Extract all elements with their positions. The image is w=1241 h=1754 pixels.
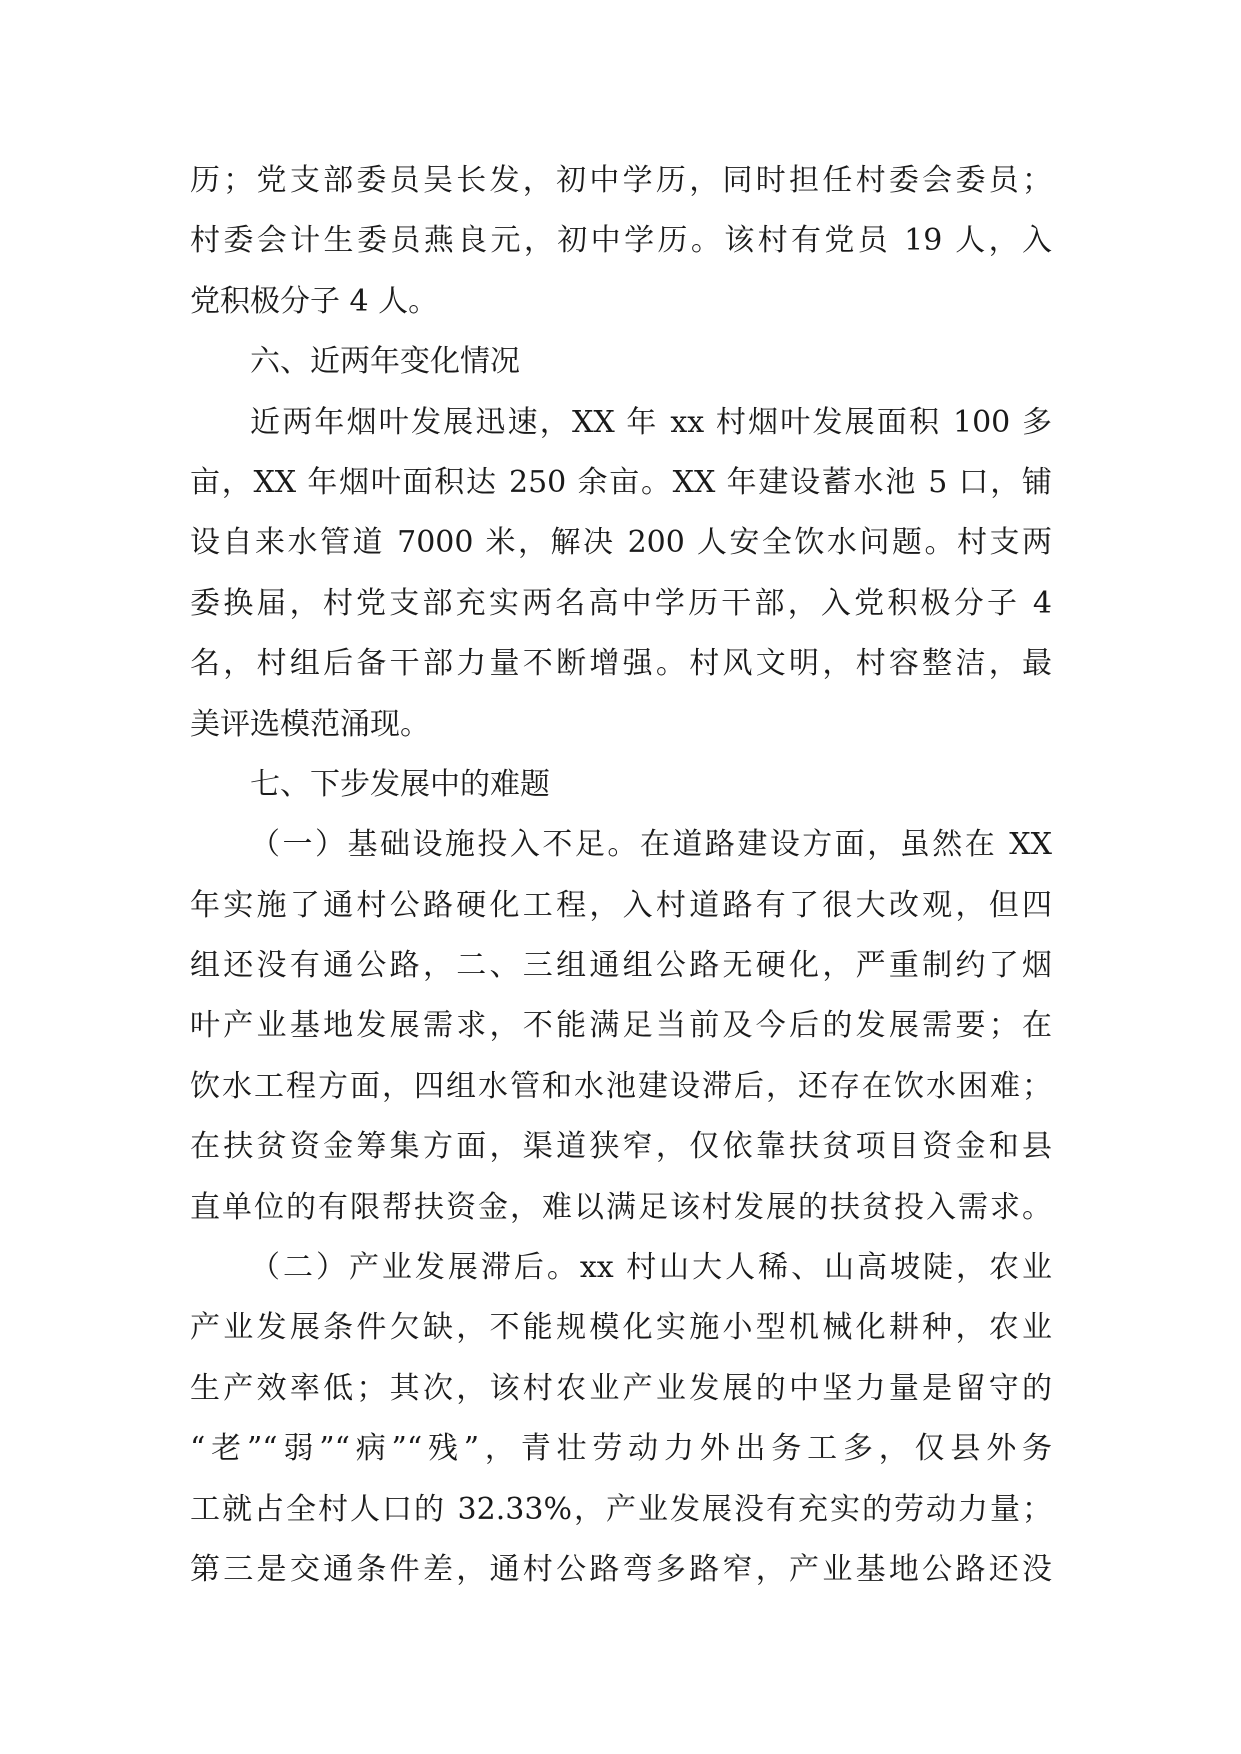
text-line: 年实施了通村公路硬化工程，入村道路有了很大改观，但四 (190, 887, 1052, 923)
text-line: （一）基础设施投入不足。在道路建设方面，虽然在 XX (250, 827, 1052, 863)
text-line: 历；党支部委员吴长发，初中学历，同时担任村委会委员； (190, 163, 1052, 198)
text-line: 组还没有通公路，二、三组通组公路无硬化，严重制约了烟 (190, 948, 1052, 984)
text-line: 在扶贫资金筹集方面，渠道狭窄，仅依靠扶贫项目资金和县 (190, 1129, 1052, 1165)
text-line: 近两年烟叶发展迅速，XX 年 xx 村烟叶发展面积 100 多 (250, 404, 1052, 440)
document-body (190, 151, 1052, 1600)
text-line: 村委会计生委员燕良元，初中学历。该村有党员 19 人，入 (190, 223, 1052, 259)
text-line: 产业发展条件欠缺，不能规模化实施小型机械化耕种，农业 (190, 1310, 1052, 1346)
text-line: 七、下步发展中的难题 (250, 766, 550, 802)
text-line: 第三是交通条件差，通村公路弯多路窄，产业基地公路还没 (190, 1551, 1052, 1587)
text-line: 六、近两年变化情况 (250, 344, 520, 380)
text-line: 美评选模范涌现。 (190, 706, 430, 742)
text-line: （二）产业发展滞后。xx 村山大人稀、山高坡陡，农业 (250, 1250, 1052, 1286)
text-line: “老”“弱”“病”“残”，青壮劳动力外出务工多，仅县外务 (190, 1431, 1052, 1467)
text-line: 委换届，村党支部充实两名高中学历干部，入党积极分子 4 (190, 585, 1052, 621)
text-line: 直单位的有限帮扶资金，难以满足该村发展的扶贫投入需求。 (190, 1189, 1052, 1225)
text-line: 工就占全村人口的 32.33%，产业发展没有充实的劳动力量； (190, 1491, 1052, 1527)
text-line: 叶产业基地发展需求，不能满足当前及今后的发展需要；在 (190, 1008, 1052, 1044)
text-line: 饮水工程方面，四组水管和水池建设滞后，还存在饮水困难； (190, 1068, 1052, 1104)
text-line: 设自来水管道 7000 米，解决 200 人安全饮水问题。村支两 (190, 525, 1052, 561)
text-line: 亩，XX 年烟叶面积达 250 余亩。XX 年建设蓄水池 5 口，铺 (190, 464, 1052, 500)
text-line: 党积极分子 4 人。 (190, 283, 439, 319)
text-line: 生产效率低；其次，该村农业产业发展的中坚力量是留守的 (190, 1370, 1052, 1406)
text-line: 名，村组后备干部力量不断增强。村风文明，村容整洁，最 (190, 646, 1052, 682)
